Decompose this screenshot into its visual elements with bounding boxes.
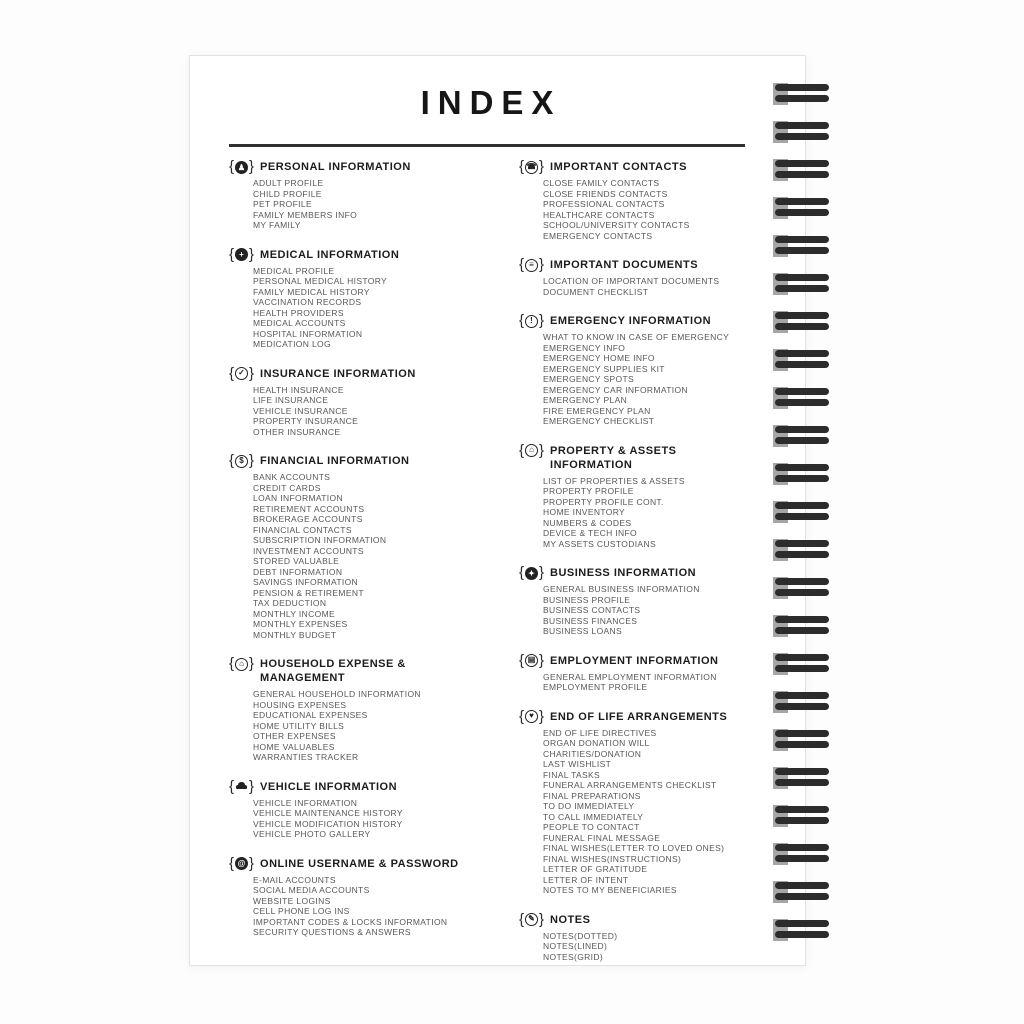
title-divider [229, 144, 745, 147]
coil-wire-top [775, 730, 829, 737]
section-title: PERSONAL INFORMATION [260, 161, 411, 173]
section-header [519, 160, 745, 174]
index-item: HOSPITAL INFORMATION [253, 328, 363, 339]
index-item: VEHICLE INFORMATION [253, 797, 358, 808]
index-item: GENERAL HOUSEHOLD INFORMATION [253, 689, 421, 699]
section-header [229, 854, 519, 872]
coil-wire-top [775, 312, 829, 319]
binding-coil [773, 615, 830, 637]
index-item: VEHICLE PHOTO GALLERY [253, 829, 371, 839]
index-item: LIFE INSURANCE [253, 395, 329, 405]
section-title: EMPLOYMENT INFORMATION [550, 654, 719, 667]
coil-wire-top [775, 160, 829, 167]
section-header [229, 160, 519, 174]
index-item: TAX DEDUCTION [253, 598, 327, 608]
binding-coil [773, 805, 830, 827]
binding-coil [773, 83, 830, 105]
briefcase-icon: { ▤ } [519, 651, 545, 669]
coil-wire-bottom [775, 209, 829, 216]
index-item: PROPERTY PROFILE [543, 486, 634, 496]
binding-coil [773, 425, 830, 447]
index-item: EMPLOYMENT PROFILE [543, 682, 648, 692]
index-section [229, 854, 519, 938]
index-item: RETIREMENT ACCOUNTS [253, 503, 365, 514]
phone-icon: { ☎ } [519, 158, 545, 175]
index-item: SOCIAL MEDIA ACCOUNTS [253, 885, 370, 895]
binding-coil [773, 691, 830, 713]
section-title: MEDICAL INFORMATION [260, 248, 400, 261]
index-item: WARRANTIES TRACKER [253, 752, 359, 762]
index-item: EMERGENCY CONTACTS [543, 230, 653, 241]
section-title: BUSINESS INFORMATION [550, 567, 697, 579]
coin-icon: { $ } [229, 452, 255, 469]
binding-coil [773, 653, 830, 675]
index-item: NOTES TO MY BENEFICIARIES [543, 885, 677, 895]
coil-wire-bottom [775, 665, 829, 672]
index-item: CHARITIES/DONATION [543, 748, 642, 759]
index-item: GENERAL BUSINESS INFORMATION [543, 584, 700, 594]
binding-coil [773, 539, 830, 561]
index-section [229, 160, 519, 231]
binding-coil [773, 881, 830, 903]
coil-wire-top [775, 882, 829, 889]
index-item: NUMBERS & CODES [543, 517, 632, 528]
coil-wire-top [775, 198, 829, 205]
document-icon: { ≡ } [519, 256, 545, 273]
index-item: STORED VALUABLE [253, 556, 340, 566]
binding-coil [773, 767, 830, 789]
coil-wire-bottom [775, 95, 829, 102]
coil-wire-top [775, 122, 829, 129]
section-header [229, 364, 519, 382]
coil-wire-top [775, 540, 829, 547]
coil-wire-bottom [775, 513, 829, 520]
index-section [519, 441, 745, 550]
section-title: EMERGENCY INFORMATION [550, 315, 712, 327]
section-header [519, 314, 745, 328]
index-item: HOME UTILITY BILLS [253, 720, 345, 731]
section-item-list [519, 476, 745, 550]
index-item: SCHOOL/UNIVERSITY CONTACTS [543, 220, 690, 230]
index-item: HOUSING EXPENSES [253, 699, 347, 710]
index-item: EMERGENCY CAR INFORMATION [543, 384, 688, 395]
index-item: TO DO IMMEDIATELY [543, 801, 635, 811]
coil-wire-top [775, 806, 829, 813]
index-item: PERSONAL MEDICAL HISTORY [253, 276, 388, 286]
password-icon: { @ } [229, 854, 255, 872]
index-item: BANK ACCOUNTS [253, 472, 331, 482]
section-item-list [519, 672, 745, 693]
index-item: PEOPLE TO CONTACT [543, 822, 640, 832]
index-item: VEHICLE MAINTENANCE HISTORY [253, 808, 403, 818]
index-section [519, 566, 745, 637]
index-item: LETTER OF INTENT [543, 874, 629, 885]
index-item: OTHER INSURANCE [253, 426, 341, 437]
coil-wire-top [775, 502, 829, 509]
index-item: EMERGENCY HOME INFO [543, 353, 655, 363]
index-item: PROPERTY PROFILE CONT. [543, 496, 664, 507]
coil-wire-bottom [775, 437, 829, 444]
index-column-left [229, 160, 519, 979]
index-item: FINAL WISHES(LETTER TO LOVED ONES) [543, 843, 725, 853]
binding-coil [773, 197, 830, 219]
section-header [519, 910, 745, 928]
index-item: EMERGENCY SPOTS [543, 374, 635, 384]
index-item: DOCUMENT CHECKLIST [543, 286, 649, 297]
index-item: MEDICAL PROFILE [253, 265, 335, 276]
coil-wire-top [775, 236, 829, 243]
section-header [229, 777, 519, 795]
coil-wire-bottom [775, 703, 829, 710]
coil-wire-bottom [775, 361, 829, 368]
coil-wire-bottom [775, 741, 829, 748]
index-item: PET PROFILE [253, 199, 312, 209]
index-item: FINANCIAL CONTACTS [253, 524, 352, 535]
section-header [519, 707, 745, 725]
index-item: FAMILY MEMBERS INFO [253, 209, 358, 220]
coil-wire-bottom [775, 779, 829, 786]
property-house-icon: { ⌂ } [519, 441, 545, 459]
index-item: LIST OF PROPERTIES & ASSETS [543, 475, 685, 486]
index-item: LAST WISHLIST [543, 759, 612, 769]
index-item: FUNERAL ARRANGEMENTS CHECKLIST [543, 780, 717, 790]
notes-icon: { ✎ } [519, 910, 545, 928]
binding-coil [773, 121, 830, 143]
index-section [229, 245, 519, 350]
index-item: CHILD PROFILE [253, 188, 322, 199]
dove-icon: { ♥ } [519, 707, 545, 725]
index-item: PROFESSIONAL CONTACTS [543, 199, 665, 209]
index-item: MONTHLY INCOME [253, 608, 336, 619]
index-item: CLOSE FRIENDS CONTACTS [543, 188, 668, 199]
coil-wire-bottom [775, 627, 829, 634]
index-item: VACCINATION RECORDS [253, 297, 362, 307]
index-item: FINAL WISHES(INSTRUCTIONS) [543, 853, 682, 864]
index-item: WHAT TO KNOW IN CASE OF EMERGENCY [543, 332, 730, 342]
index-item: BUSINESS PROFILE [543, 594, 631, 605]
index-item: HEALTHCARE CONTACTS [543, 209, 655, 220]
binding-coil [773, 311, 830, 333]
binding-coil [773, 235, 830, 257]
index-item: LOAN INFORMATION [253, 493, 343, 503]
coil-wire-top [775, 350, 829, 357]
bulb-icon: { ✦ } [519, 564, 545, 581]
index-item: EMERGENCY PLAN [543, 395, 628, 405]
coil-wire-top [775, 274, 829, 281]
house-icon: { ⌂ } [229, 655, 255, 672]
index-item: NOTES(GRID) [543, 951, 604, 962]
binding-coil [773, 273, 830, 295]
index-item: EDUCATIONAL EXPENSES [253, 710, 368, 720]
index-columns [229, 160, 745, 979]
coil-wire-top [775, 654, 829, 661]
section-title: INSURANCE INFORMATION [260, 367, 416, 380]
coil-wire-bottom [775, 285, 829, 292]
index-item: ORGAN DONATION WILL [543, 738, 650, 748]
index-section [229, 454, 519, 640]
section-header [519, 258, 745, 272]
index-section [519, 258, 745, 297]
index-item: CELL PHONE LOG INS [253, 906, 350, 916]
section-header [519, 651, 745, 669]
index-item: HEALTH PROVIDERS [253, 307, 344, 318]
index-item: BROKERAGE ACCOUNTS [253, 514, 363, 524]
coil-wire-top [775, 388, 829, 395]
index-section [519, 707, 745, 896]
index-item: OTHER EXPENSES [253, 731, 336, 741]
user-icon: { ♟ } [229, 158, 255, 175]
coil-wire-top [775, 84, 829, 91]
index-item: SUBSCRIPTION INFORMATION [253, 535, 387, 545]
index-item: VEHICLE INSURANCE [253, 405, 348, 416]
coil-wire-bottom [775, 247, 829, 254]
index-item: DEVICE & TECH INFO [543, 528, 637, 538]
notebook-page [189, 55, 806, 966]
binding-coil [773, 463, 830, 485]
coil-wire-top [775, 768, 829, 775]
binding-coil [773, 729, 830, 751]
coil-wire-top [775, 692, 829, 699]
coil-wire-bottom [775, 399, 829, 406]
index-item: MY ASSETS CUSTODIANS [543, 538, 656, 549]
index-item: BUSINESS FINANCES [543, 615, 638, 626]
section-title: VEHICLE INFORMATION [260, 780, 398, 793]
index-item: GENERAL EMPLOYMENT INFORMATION [543, 671, 717, 682]
index-item: HOME VALUABLES [253, 741, 335, 752]
index-item: MEDICATION LOG [253, 339, 331, 349]
index-item: FUNERAL FINAL MESSAGE [543, 832, 661, 843]
section-title: PROPERTY & ASSETS INFORMATION [550, 444, 677, 471]
index-item: WEBSITE LOGINS [253, 895, 331, 906]
section-title: FINANCIAL INFORMATION [260, 455, 410, 467]
coil-wire-top [775, 578, 829, 585]
index-item: TO CALL IMMEDIATELY [543, 811, 644, 822]
section-item-list [519, 276, 745, 297]
section-item-list [229, 385, 519, 438]
alert-icon: { ! } [519, 312, 545, 329]
index-item: HOME INVENTORY [543, 507, 626, 517]
index-column-right [519, 160, 745, 979]
index-section [519, 160, 745, 241]
section-item-list [519, 332, 745, 427]
index-item: BUSINESS CONTACTS [543, 605, 641, 615]
coil-wire-bottom [775, 551, 829, 558]
section-item-list [519, 178, 745, 241]
index-item: FINAL TASKS [543, 769, 601, 780]
section-item-list [229, 178, 519, 231]
coil-wire-top [775, 426, 829, 433]
index-item: BUSINESS LOANS [543, 626, 623, 636]
section-item-list [229, 798, 519, 840]
page-title: INDEX [420, 84, 562, 121]
binding-coil [773, 349, 830, 371]
index-section [229, 777, 519, 840]
index-item: MY FAMILY [253, 220, 301, 230]
index-section [229, 657, 519, 763]
binding-coil [773, 919, 830, 941]
index-item: LOCATION OF IMPORTANT DOCUMENTS [543, 276, 720, 286]
index-item: SAVINGS INFORMATION [253, 577, 359, 587]
coil-wire-bottom [775, 133, 829, 140]
index-item: FIRE EMERGENCY PLAN [543, 405, 651, 416]
index-item: FINAL PREPARATIONS [543, 790, 641, 801]
index-item: LETTER OF GRATITUDE [543, 864, 648, 874]
index-item: VEHICLE MODIFICATION HISTORY [253, 818, 403, 829]
index-section [519, 314, 745, 427]
section-header [229, 657, 519, 685]
index-item: MONTHLY BUDGET [253, 629, 337, 640]
coil-wire-top [775, 616, 829, 623]
section-item-list [519, 584, 745, 637]
coil-wire-bottom [775, 893, 829, 900]
index-item: EMERGENCY SUPPLIES KIT [543, 363, 665, 374]
index-item: IMPORTANT CODES & LOCKS INFORMATION [253, 916, 448, 927]
medical-cross-icon: { + } [229, 245, 255, 263]
index-item: DEBT INFORMATION [253, 566, 343, 577]
index-item: END OF LIFE DIRECTIVES [543, 727, 657, 738]
coil-wire-bottom [775, 171, 829, 178]
section-item-list [229, 689, 519, 763]
section-item-list [229, 472, 519, 640]
binding-coil [773, 501, 830, 523]
section-header [519, 566, 745, 580]
section-header [229, 454, 519, 468]
binding-coil [773, 577, 830, 599]
section-title: END OF LIFE ARRANGEMENTS [550, 710, 728, 723]
section-item-list [519, 728, 745, 896]
index-section [519, 910, 745, 963]
index-item: E-MAIL ACCOUNTS [253, 874, 336, 885]
index-section [229, 364, 519, 438]
index-item: FAMILY MEDICAL HISTORY [253, 286, 370, 297]
coil-wire-bottom [775, 855, 829, 862]
index-item: INVESTMENT ACCOUNTS [253, 545, 364, 556]
coil-wire-bottom [775, 931, 829, 938]
section-header [229, 245, 519, 263]
section-item-list [229, 875, 519, 938]
binding-coil [773, 843, 830, 865]
index-item: SECURITY QUESTIONS & ANSWERS [253, 927, 411, 937]
coil-wire-top [775, 464, 829, 471]
index-item: MONTHLY EXPENSES [253, 619, 348, 629]
section-title: HOUSEHOLD EXPENSE & MANAGEMENT [260, 658, 406, 684]
binding-coil [773, 387, 830, 409]
index-item: MEDICAL ACCOUNTS [253, 318, 346, 328]
coil-wire-bottom [775, 475, 829, 482]
section-header [519, 441, 745, 472]
section-title: ONLINE USERNAME & PASSWORD [260, 857, 459, 870]
index-item: NOTES(DOTTED) [543, 930, 618, 941]
binding-coil [773, 159, 830, 181]
section-item-list [229, 266, 519, 350]
shield-check-icon: { ✓ } [229, 364, 255, 382]
index-item: NOTES(LINED) [543, 941, 608, 951]
index-item: EMERGENCY INFO [543, 342, 626, 353]
index-item: PROPERTY INSURANCE [253, 416, 359, 426]
coil-wire-bottom [775, 589, 829, 596]
section-title: NOTES [550, 913, 591, 926]
index-item: EMERGENCY CHECKLIST [543, 416, 655, 426]
index-item: CREDIT CARDS [253, 482, 321, 493]
index-section [519, 651, 745, 693]
car-icon: { } [229, 777, 255, 795]
section-title: IMPORTANT DOCUMENTS [550, 259, 699, 271]
coil-wire-bottom [775, 817, 829, 824]
index-item: PENSION & RETIREMENT [253, 587, 364, 598]
coil-wire-top [775, 844, 829, 851]
page-content [190, 56, 805, 979]
index-item: CLOSE FAMILY CONTACTS [543, 178, 660, 188]
spiral-binding [773, 83, 833, 957]
coil-wire-top [775, 920, 829, 927]
coil-wire-bottom [775, 323, 829, 330]
index-item: HEALTH INSURANCE [253, 384, 344, 395]
section-item-list [519, 931, 745, 963]
section-title: IMPORTANT CONTACTS [550, 161, 687, 173]
index-item: ADULT PROFILE [253, 178, 324, 188]
